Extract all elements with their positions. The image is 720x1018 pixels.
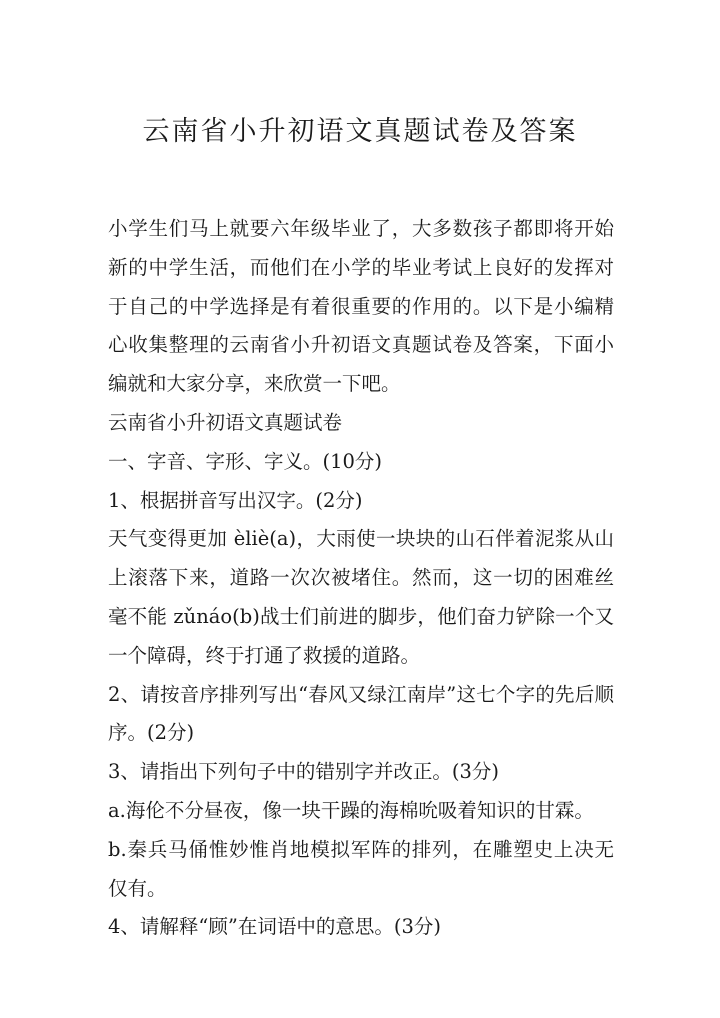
- question-3-item-a: a.海伦不分昼夜，像一块干躁的海棉吮吸着知识的甘霖。: [108, 798, 594, 822]
- question-3-item-b: b.秦兵马俑惟妙惟肖地模拟军阵的排列，在雕塑史上决无仅有。: [108, 837, 614, 900]
- exam-heading: 云南省小升初语文真题试卷: [108, 410, 343, 434]
- question-1-passage: 天气变得更加 èliè(a)，大雨使一块块的山石伴着泥浆从山上滚落下来，道路一次次被堵住。然而，这一切的困难丝毫不能 zǔnáo(b)战士们前进的脚步，他们奋力铲除一个又一个障碍，终于打通了救援的道路。: [108, 527, 614, 667]
- question-1: 1、根据拼音写出汉字。(2分): [108, 488, 363, 512]
- section-one-heading: 一、字音、字形、字义。(10分): [108, 449, 383, 473]
- question-4: 4、请解释“顾”在词语中的意思。(3分): [108, 915, 441, 939]
- question-2: 2、请按音序排列写出“春风又绿江南岸”这七个字的先后顺序。(2分): [108, 682, 614, 745]
- question-3: 3、请指出下列句子中的错别字并改正。(3分): [108, 760, 500, 784]
- intro-paragraph: 小学生们马上就要六年级毕业了，大多数孩子都即将开始新的中学生活，而他们在小学的毕业考试上良好的发挥对于自己的中学选择是有着很重要的作用的。以下是小编精心收集整理的云南省小升初语文真题试卷及答案，下面小编就和大家分享，来欣赏一下吧。: [108, 217, 614, 396]
- document-body: [108, 210, 614, 947]
- document-title: 云南省小升初语文真题试卷及答案: [142, 116, 578, 147]
